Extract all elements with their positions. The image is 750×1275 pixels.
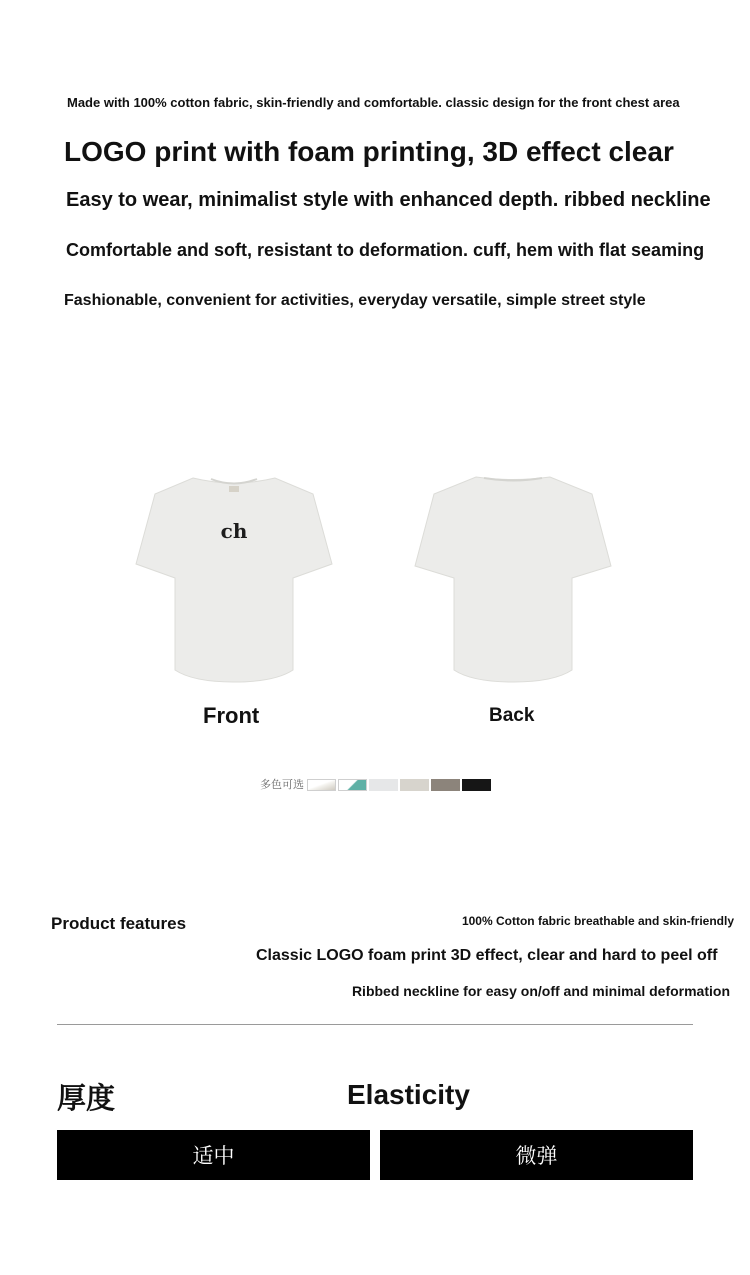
color-swatch-beige[interactable] [400,779,429,791]
tshirt-back-body [415,477,611,682]
tshirt-logo-print: ch [220,519,248,543]
elasticity-value: 微弹 [515,1145,558,1168]
thickness-label: 厚度 [57,1083,116,1115]
tshirt-front-body [136,478,332,682]
tshirt-front-image [135,474,333,684]
back-label: Back [489,705,535,726]
color-swatch-light-gray[interactable] [369,779,398,791]
intro-line-1: Made with 100% cotton fabric, skin-friendly and comfortable. classic design for the front chest area [67,95,680,110]
feature-item: Classic LOGO foam print 3D effect, clear and hard to peel off [256,947,718,964]
elasticity-label: Elasticity [347,1079,470,1110]
feature-item: 100% Cotton fabric breathable and skin-friendly [461,914,734,928]
tshirt-back-image [414,474,612,684]
thickness-value: 适中 [192,1145,235,1168]
front-label: Front [203,703,260,728]
color-swatch-black[interactable] [462,779,491,791]
color-swatch-teal[interactable] [338,779,367,791]
color-swatch-row [260,778,493,792]
elasticity-value-bar [380,1130,693,1180]
intro-line-5: Fashionable, convenient for activities, everyday versatile, simple street style [64,292,646,309]
features-title: Product features [51,914,187,933]
tshirt-neck-tag [229,486,239,492]
intro-line-3: Easy to wear, minimalist style with enhanced depth. ribbed neckline [66,189,711,211]
intro-line-4: Comfortable and soft, resistant to deformation. cuff, hem with flat seaming [66,240,705,260]
multi-color-caption: 多色可选 [260,779,304,791]
color-swatch-taupe[interactable] [431,779,460,791]
color-swatch-white[interactable] [307,779,336,791]
thickness-value-bar [57,1130,370,1180]
feature-item: Ribbed neckline for easy on/off and minimal deformation [351,983,730,999]
intro-headline: LOGO print with foam printing, 3D effect clear [64,136,674,167]
section-divider [57,1024,693,1025]
